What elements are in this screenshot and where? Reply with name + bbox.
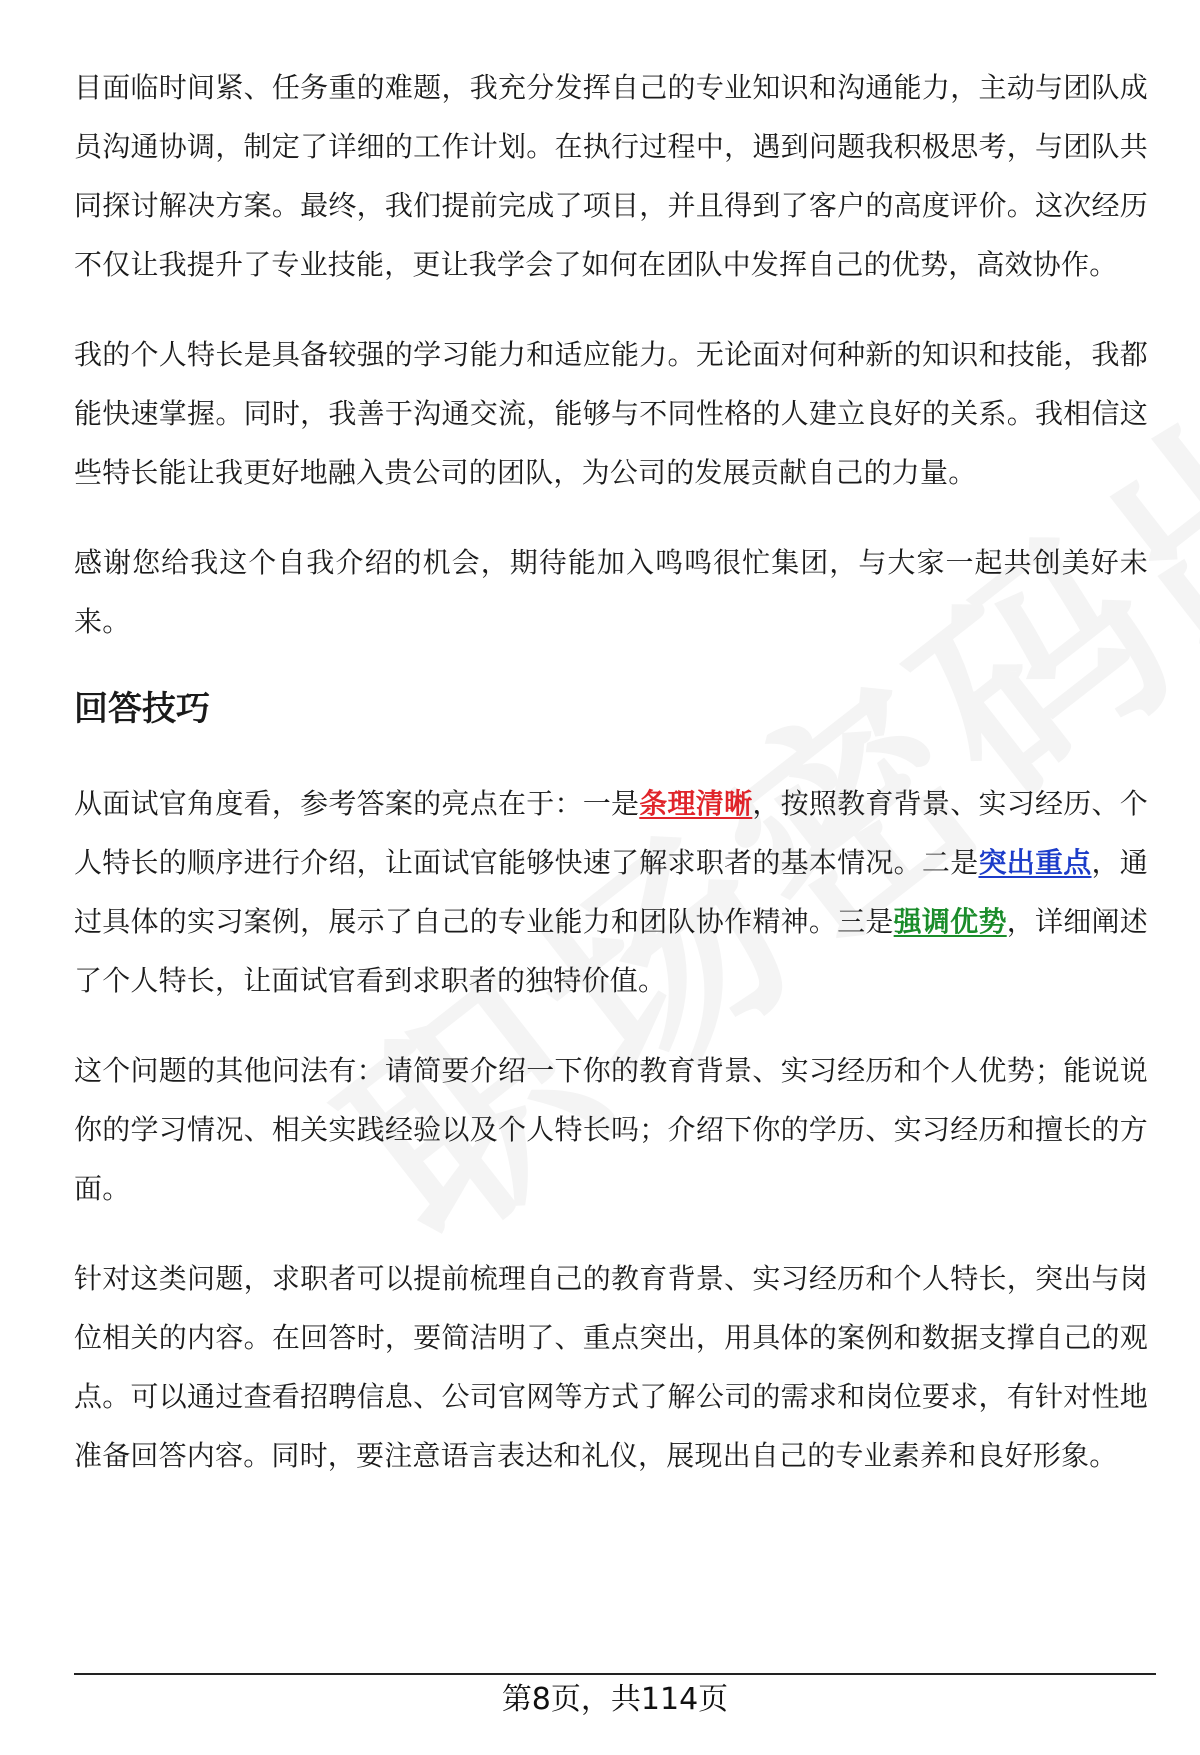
tips-text-3: ，通过具体的实习案例，展示了自己的专业能力和团队协作精神。三是 bbox=[74, 846, 1148, 938]
document-body bbox=[74, 58, 1148, 1516]
paragraph-alternative-questions: 这个问题的其他问法有：请简要介绍一下你的教育背景、实习经历和个人优势；能说说你的学习情况、相关实践经验以及个人特长吗；介绍下你的学历、实习经历和擅长的方面。 bbox=[74, 1054, 1148, 1205]
highlight-strengths: 强调优势 bbox=[893, 905, 1007, 938]
tips-text-1: 从面试官角度看，参考答案的亮点在于：一是 bbox=[74, 787, 640, 820]
paragraph-interviewer-perspective bbox=[74, 774, 1148, 1010]
footer-divider bbox=[74, 1673, 1156, 1675]
highlight-key-points: 突出重点 bbox=[978, 846, 1092, 879]
section-heading-answer-tips: 回答技巧 bbox=[74, 689, 210, 729]
paragraph-closing-thanks: 感谢您给我这个自我介绍的机会，期待能加入鸣鸣很忙集团，与大家一起共创美好未来。 bbox=[74, 546, 1148, 638]
tips-text-4: ，详细阐述了个人特长，让面试官看到求职者的独特价值。 bbox=[74, 905, 1148, 997]
paragraph-preparation-advice: 针对这类问题，求职者可以提前梳理自己的教育背景、实习经历和个人特长，突出与岗位相关的内容。在回答时，要简洁明了、重点突出，用具体的案例和数据支撑自己的观点。可以通过查看招聘信息、公司官网等方式了解公司的需求和岗位要求，有针对性地准备回答内容。同时，要注意语言表达和礼仪，展现出自己的专业素养和良好形象。 bbox=[74, 1262, 1148, 1472]
tips-text-2: ，按照教育背景、实习经历、个人特长的顺序进行介绍，让面试官能够快速了解求职者的基本情况。二是 bbox=[74, 787, 1148, 879]
page-number: 第8页，共114页 bbox=[501, 1682, 729, 1717]
paragraph-personal-strengths: 我的个人特长是具备较强的学习能力和适应能力。无论面对何种新的知识和技能，我都能快速掌握。同时，我善于沟通交流，能够与不同性格的人建立良好的关系。我相信这些特长能让我更好地融入贵公司的团队，为公司的发展贡献自己的力量。 bbox=[74, 338, 1148, 489]
highlight-clear-structure: 条理清晰 bbox=[639, 787, 753, 820]
paragraph-project-experience: 目面临时间紧、任务重的难题，我充分发挥自己的专业知识和沟通能力，主动与团队成员沟通协调，制定了详细的工作计划。在执行过程中，遇到问题我积极思考，与团队共同探讨解决方案。最终，我们提前完成了项目，并且得到了客户的高度评价。这次经历不仅让我提升了专业技能，更让我学会了如何在团队中发挥自己的优势，高效协作。 bbox=[74, 71, 1148, 281]
